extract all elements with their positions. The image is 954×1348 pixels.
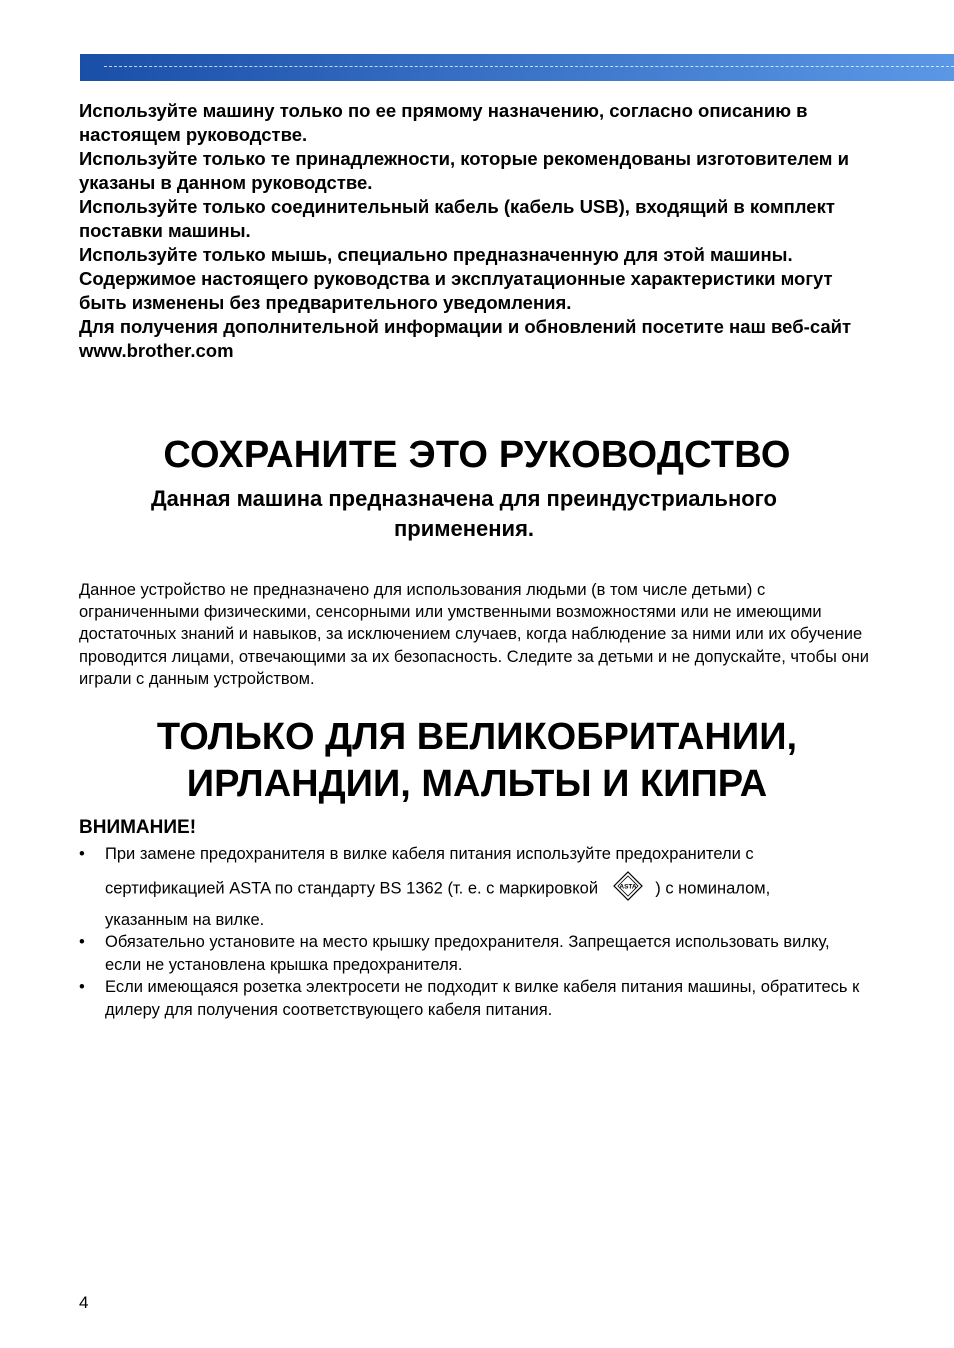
warning-heading: ВНИМАНИЕ! [79,817,197,838]
header-bar [80,54,954,81]
intro-paragraph: Используйте только мышь, специально предназначенную для этой машины. [79,244,793,265]
bullet2-text: Обязательно установите на место крышку предохранителя. Запрещается использовать вилку, если не установлена крышка предохранителя. [105,933,830,974]
uk-section-title [0,714,954,808]
bullet1-line2 [105,877,869,901]
save-manual-title: СОХРАНИТЕ ЭТО РУКОВОДСТВО [163,434,791,476]
intro-instructions [79,99,869,363]
intro-paragraph: Используйте только соединительный кабель (кабель USB), входящий в комплект поставки машины. [79,196,835,241]
page-number: 4 [79,1293,89,1312]
uk-title-line2: ИРЛАНДИИ, МАЛЬТЫ И КИПРА [186,763,768,805]
bullet1-line2-before: сертификацией ASTA по стандарту BS 1362 (т. е. с маркировкой [105,878,599,897]
bullet3-text: Если имеющаяся розетка электросети не подходит к вилке кабеля питания машины, обратитесь к дилеру для получения соответствующего кабеля питания. [105,978,860,1019]
asta-mark-text: ASTA [619,883,637,890]
asta-mark-icon [613,871,643,901]
intro-paragraph: Используйте машину только по ее прямому назначению, согласно описанию в настоящем руководстве. [79,100,808,145]
warning-list [79,843,869,1021]
bullet-icon: • [79,978,85,996]
save-manual-subtitle: Данная машина предназначена для преиндустриального применения. [151,486,777,541]
bullet-icon: • [79,845,85,863]
bullet-icon: • [79,933,85,951]
warning-item-fuse [79,843,869,931]
intro-paragraph: Используйте только те принадлежности, которые рекомендованы изготовителем и указаны в данном руководстве. [79,148,850,193]
warning-item-socket [79,976,869,1021]
uk-title-line1: ТОЛЬКО ДЛЯ ВЕЛИКОБРИТАНИИ, [156,716,798,758]
bullet1-line2-after: ) с номиналом, [655,878,771,897]
intro-paragraph: Содержимое настоящего руководства и эксплуатационные характеристики могут быть изменены без предварительного уведомления. [79,268,833,313]
header-dashed-line [104,66,954,67]
warning-item-fuse-cover [79,931,869,976]
bullet1-line1: При замене предохранителя в вилке кабеля питания используйте предохранители с [105,845,754,863]
intro-paragraph: Для получения дополнительной информации и обновлений посетите наш веб-сайт www.brother.com [79,316,852,361]
bullet1-line3: указанным на вилке. [105,910,265,929]
safety-disclaimer: Данное устройство не предназначено для использования людьми (в том числе детьми) с ограниченными физическими, сенсорными или умственными возможностями или не имеющими достаточных знаний и навыков, за исключением случаев, когда наблюдение за ними или их обучение проводится лицами, отвечающими за их безопасность. Следите за детьми и не допускайте, чтобы они играли с данным устройством. [79,581,869,688]
